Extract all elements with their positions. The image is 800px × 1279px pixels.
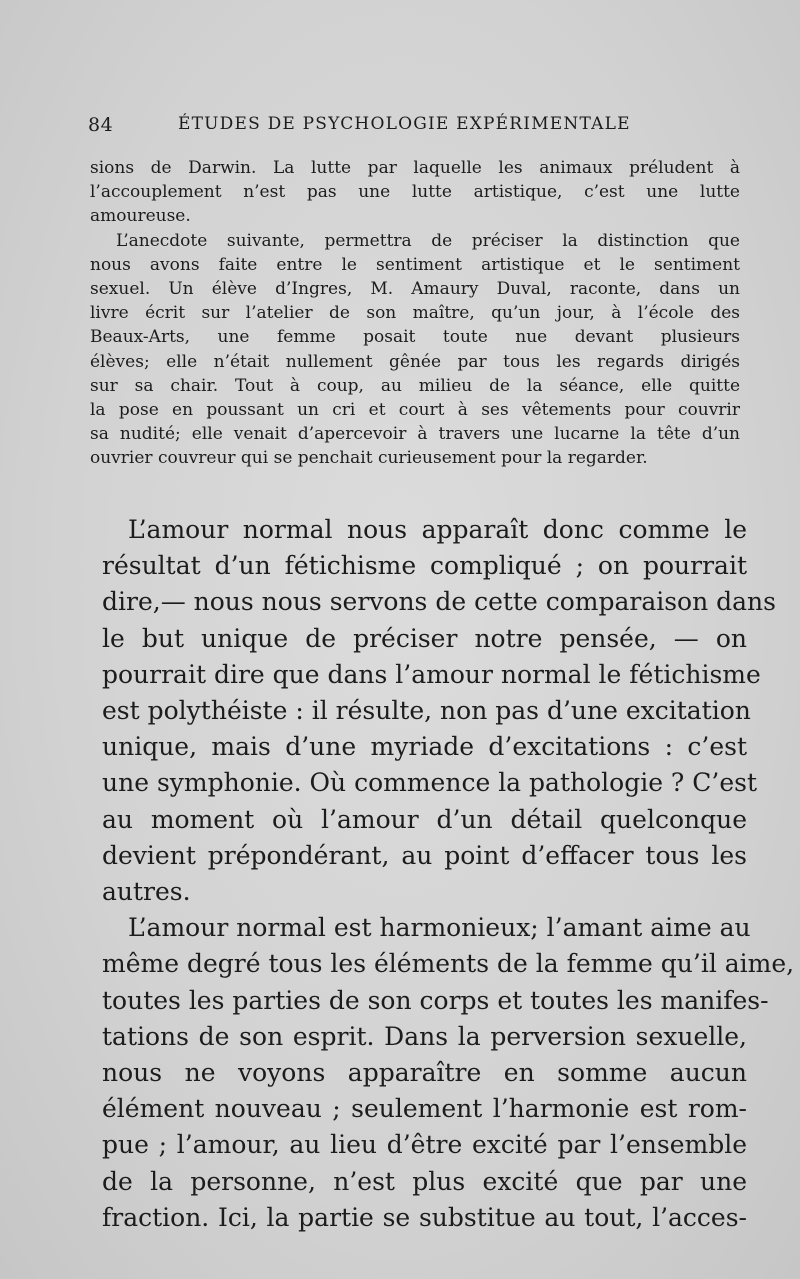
text-line: pourrait dire que dans l’amour normal le fétichisme bbox=[102, 659, 761, 689]
text-line: L’amour normal nous apparaît donc comme le bbox=[128, 515, 747, 544]
text-line: toutes les parties de son corps et toutes les manifes- bbox=[102, 985, 769, 1015]
text-line: pue ; l’amour, au lieu d’être excité par l’ensemble bbox=[102, 1130, 747, 1160]
text-line: devient prépondérant, au point d’effacer tous les bbox=[102, 840, 747, 870]
text-line: sexuel. Un élève d’Ingres, M. Amaury Duval, raconte, dans un bbox=[90, 279, 740, 300]
main-text-block bbox=[102, 512, 795, 1236]
text-line: une symphonie. Où commence la pathologie ? C’est bbox=[102, 768, 758, 798]
text-line: l’accouplement n’est pas une lutte artistique, c’est une lutte bbox=[90, 182, 740, 203]
text-line: la pose en poussant un cri et court à ses vêtements pour couvrir bbox=[90, 400, 740, 421]
text-line: même degré tous les éléments de la femme qu’il aime, bbox=[102, 949, 795, 979]
text-line: sa nudité; elle venait d’apercevoir à travers une lucarne la tête d’un bbox=[90, 424, 740, 445]
page-number: 84 bbox=[88, 114, 114, 136]
running-head bbox=[88, 114, 748, 144]
footnote-block bbox=[90, 156, 740, 471]
text-line: fraction. Ici, la partie se substitue au tout, l’acces- bbox=[102, 1202, 747, 1232]
text-line: ouvrier couvreur qui se penchait curieusement pour la regarder. bbox=[90, 448, 648, 469]
text-line: dire,— nous nous servons de cette comparaison dans bbox=[102, 587, 776, 617]
text-line: élément nouveau ; seulement l’harmonie est rom- bbox=[102, 1094, 747, 1124]
text-line: nous ne voyons apparaître en somme aucun bbox=[102, 1058, 747, 1088]
running-title: ÉTUDES DE PSYCHOLOGIE EXPÉRIMENTALE bbox=[178, 114, 631, 134]
text-line: résultat d’un fétichisme compliqué ; on pourrait bbox=[102, 551, 747, 581]
text-line: est polythéiste : il résulte, non pas d’une excitation bbox=[102, 696, 751, 726]
text-line: Beaux-Arts, une femme posait toute nue devant plusieurs bbox=[90, 327, 740, 348]
text-line: sur sa chair. Tout à coup, au milieu de la séance, elle quitte bbox=[90, 375, 740, 396]
text-line: autres. bbox=[102, 877, 191, 907]
text-line: élèves; elle n’était nullement gênée par tous les regards dirigés bbox=[90, 351, 740, 372]
text-line: sions de Darwin. La lutte par laquelle les animaux préludent à bbox=[90, 158, 740, 178]
text-line: L’anecdote suivante, permettra de préciser la distinction que bbox=[116, 230, 740, 251]
text-line: L’amour normal est harmonieux; l’amant aime au bbox=[128, 913, 751, 943]
text-line: tations de son esprit. Dans la perversion sexuelle, bbox=[102, 1021, 747, 1051]
text-line: le but unique de préciser notre pensée, — on bbox=[102, 623, 747, 653]
text-line: amoureuse. bbox=[90, 206, 191, 227]
text-line: nous avons faite entre le sentiment artistique et le sentiment bbox=[90, 254, 740, 275]
text-line: unique, mais d’une myriade d’excitations : c’est bbox=[102, 732, 747, 762]
text-line: de la personne, n’est plus excité que par une bbox=[102, 1166, 747, 1196]
text-line: livre écrit sur l’atelier de son maître, qu’un jour, à l’école des bbox=[90, 303, 740, 324]
text-line: au moment où l’amour d’un détail quelconque bbox=[102, 804, 747, 834]
